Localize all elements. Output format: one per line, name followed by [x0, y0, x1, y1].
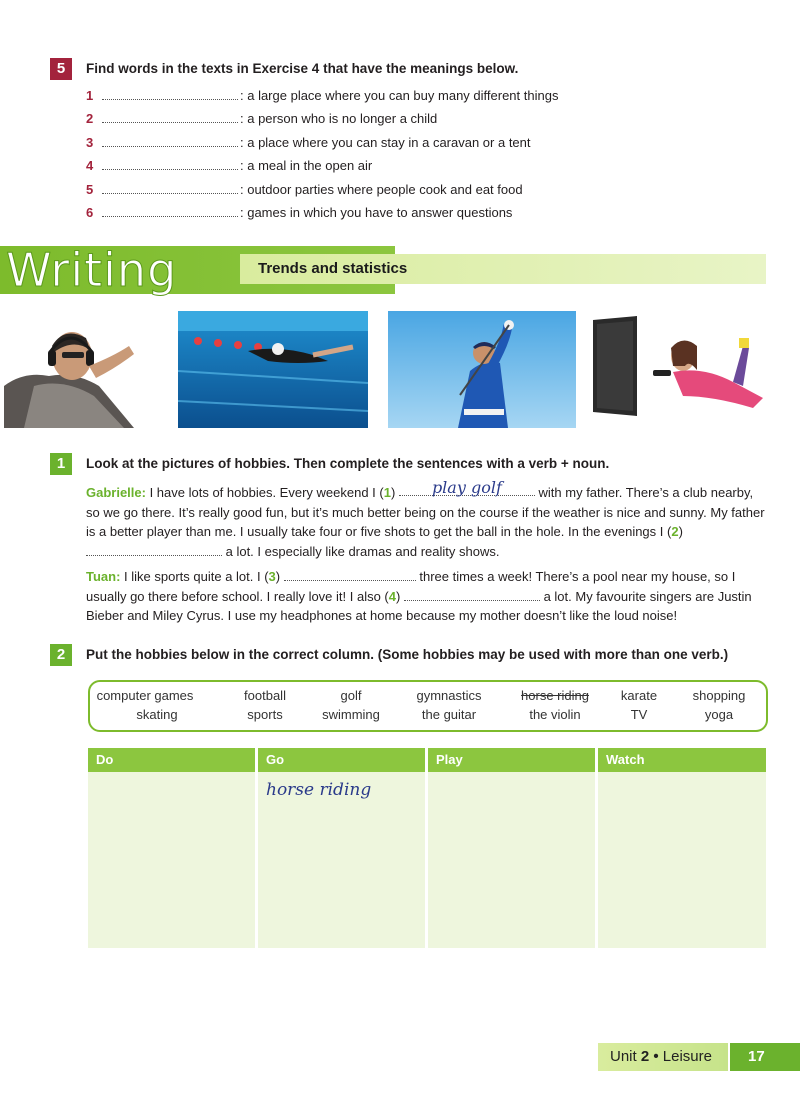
- hobbies-word-box: [88, 680, 768, 732]
- item-number: 3: [86, 135, 94, 150]
- unit-name: Leisure: [662, 1048, 712, 1065]
- exercise-1-number: 1: [50, 453, 72, 475]
- answer-blank-2[interactable]: [86, 542, 222, 556]
- exercise-5-instructions: Find words in the texts in Exercise 4 that have the meanings below.: [86, 61, 519, 76]
- word-karate: karate: [620, 688, 658, 703]
- column-header-play: Play: [428, 748, 595, 772]
- text-segment: I have lots of hobbies. Every weekend I (: [145, 485, 384, 500]
- blank-number: 4: [388, 588, 396, 604]
- blank-number: 1: [383, 485, 391, 500]
- exercise-5-item-2: [86, 109, 437, 129]
- gabrielle-paragraph: Gabrielle: I have lots of hobbies. Every weekend I (1) play golf with my father. There’s a club nearby, so we go there. It’s really good fun, but it’s much better being on the course if the weather is nice and sunny. My father is a better player than me. I usually take four or five shots to get the ball in the hole. In the evenings I (2) a lot. I especially like dramas and reality shows.: [86, 478, 765, 560]
- photo-man-with-headphones: [4, 316, 154, 428]
- photo-golfer: [388, 311, 576, 428]
- item-number: 1: [86, 88, 94, 103]
- photo-girl-watching-tv: [593, 316, 765, 418]
- handwritten-answer: play golf: [431, 478, 502, 497]
- answer-blank-1[interactable]: [399, 478, 535, 497]
- word-horse-riding-crossed: horse riding: [521, 688, 589, 703]
- answer-blank-5[interactable]: [102, 180, 238, 194]
- column-do-cell[interactable]: [88, 772, 255, 948]
- item-definition: : a person who is no longer a child: [240, 111, 438, 126]
- text-segment: a lot. I especially like dramas and reality shows.: [222, 544, 500, 560]
- tuan-paragraph: Tuan: I like sports quite a lot. I (3) three times a week! There’s a pool near my house, so I usually go there before school. I really love it! I also (4) a lot. My favourite singers are Justin Bieber and Miley Cyrus. I use my headphones at home because my mother doesn’t like the loud noise!: [86, 569, 752, 624]
- word-swimming: swimming: [322, 707, 380, 722]
- word-computer-games: computer games: [96, 688, 194, 703]
- word-tv: TV: [630, 707, 648, 722]
- word-football: football: [244, 688, 286, 703]
- column-header-go: Go: [258, 748, 425, 772]
- unit-number: 2: [640, 1048, 650, 1065]
- column-go-cell[interactable]: [258, 772, 425, 948]
- column-header-do: Do: [88, 748, 255, 772]
- handwritten-answer: horse riding: [266, 780, 372, 800]
- section-subheading: Trends and statistics: [258, 260, 408, 277]
- exercise-1-instructions: Look at the pictures of hobbies. Then complete the sentences with a verb + noun.: [86, 456, 610, 471]
- word-skating: skating: [136, 707, 178, 722]
- exercise-2-instructions: Put the hobbies below in the correct column. (Some hobbies may be used with more than one verb.): [86, 647, 729, 662]
- footer-unit-label: [598, 1043, 728, 1071]
- blank-number: 3: [268, 569, 276, 584]
- speaker-gabrielle: Gabrielle:: [86, 485, 146, 500]
- word-gymnastics: gymnastics: [416, 688, 482, 703]
- word-the-violin: the violin: [529, 707, 581, 722]
- exercise-5-item-3: [86, 133, 531, 153]
- item-definition: : games in which you have to answer questions: [240, 205, 513, 220]
- answer-blank-3[interactable]: [102, 133, 238, 147]
- text-segment: I like sports quite a lot. I (: [120, 569, 269, 584]
- item-number: 6: [86, 205, 94, 220]
- photo-swimmer: [178, 311, 368, 428]
- answer-blank-6[interactable]: [102, 203, 238, 217]
- speaker-tuan: Tuan:: [86, 569, 121, 584]
- blank-number: 2: [671, 524, 679, 540]
- text-segment: a lot. My favourite singers are Justin Bieber and Miley Cyrus. I use my headphones at home because my mother doesn’t like the loud noise!: [86, 588, 752, 624]
- item-definition: : a meal in the open air: [240, 158, 373, 173]
- word-the-guitar: the guitar: [421, 707, 477, 722]
- item-number: 5: [86, 182, 94, 197]
- text-segment: three times a week! There’s a pool near my house, so I usually go there before school. I really love it! I also (: [86, 569, 736, 604]
- word-sports: sports: [247, 707, 283, 722]
- answer-blank-1[interactable]: [102, 86, 238, 100]
- answer-blank-3[interactable]: [284, 567, 416, 581]
- unit-prefix: Unit: [610, 1048, 641, 1065]
- word-yoga: yoga: [704, 707, 734, 722]
- exercise-2-number: 2: [50, 644, 72, 666]
- item-definition: : outdoor parties where people cook and eat food: [240, 182, 523, 197]
- exercise-5-number: 5: [50, 58, 72, 80]
- item-definition: : a place where you can stay in a caravan or a tent: [240, 135, 531, 150]
- exercise-5-item-5: [86, 180, 523, 200]
- item-number: 4: [86, 158, 94, 173]
- item-definition: : a large place where you can buy many different things: [240, 88, 559, 103]
- word-shopping: shopping: [692, 688, 746, 703]
- answer-blank-4[interactable]: [102, 156, 238, 170]
- word-golf: golf: [340, 688, 362, 703]
- answer-blank-4[interactable]: [404, 587, 540, 601]
- column-watch-cell[interactable]: [598, 772, 766, 948]
- text-segment: with my father. There’s a club nearby, so we go there. It’s really good fun, but it’s much better being on the course if the weather is nice and sunny. My father is a better player than me. I usually take four or five shots to get the ball in the hole. In the evenings I (: [86, 485, 765, 540]
- item-number: 2: [86, 111, 94, 126]
- exercise-5-item-4: [86, 156, 372, 176]
- answer-blank-2[interactable]: [102, 109, 238, 123]
- page-number: 17: [730, 1043, 800, 1071]
- column-play-cell[interactable]: [428, 772, 595, 948]
- exercise-5-item-6: [86, 203, 512, 223]
- exercise-5-item-1: [86, 86, 558, 106]
- section-heading: Writing: [6, 243, 178, 297]
- column-header-watch: Watch: [598, 748, 766, 772]
- unit-separator: •: [649, 1048, 663, 1065]
